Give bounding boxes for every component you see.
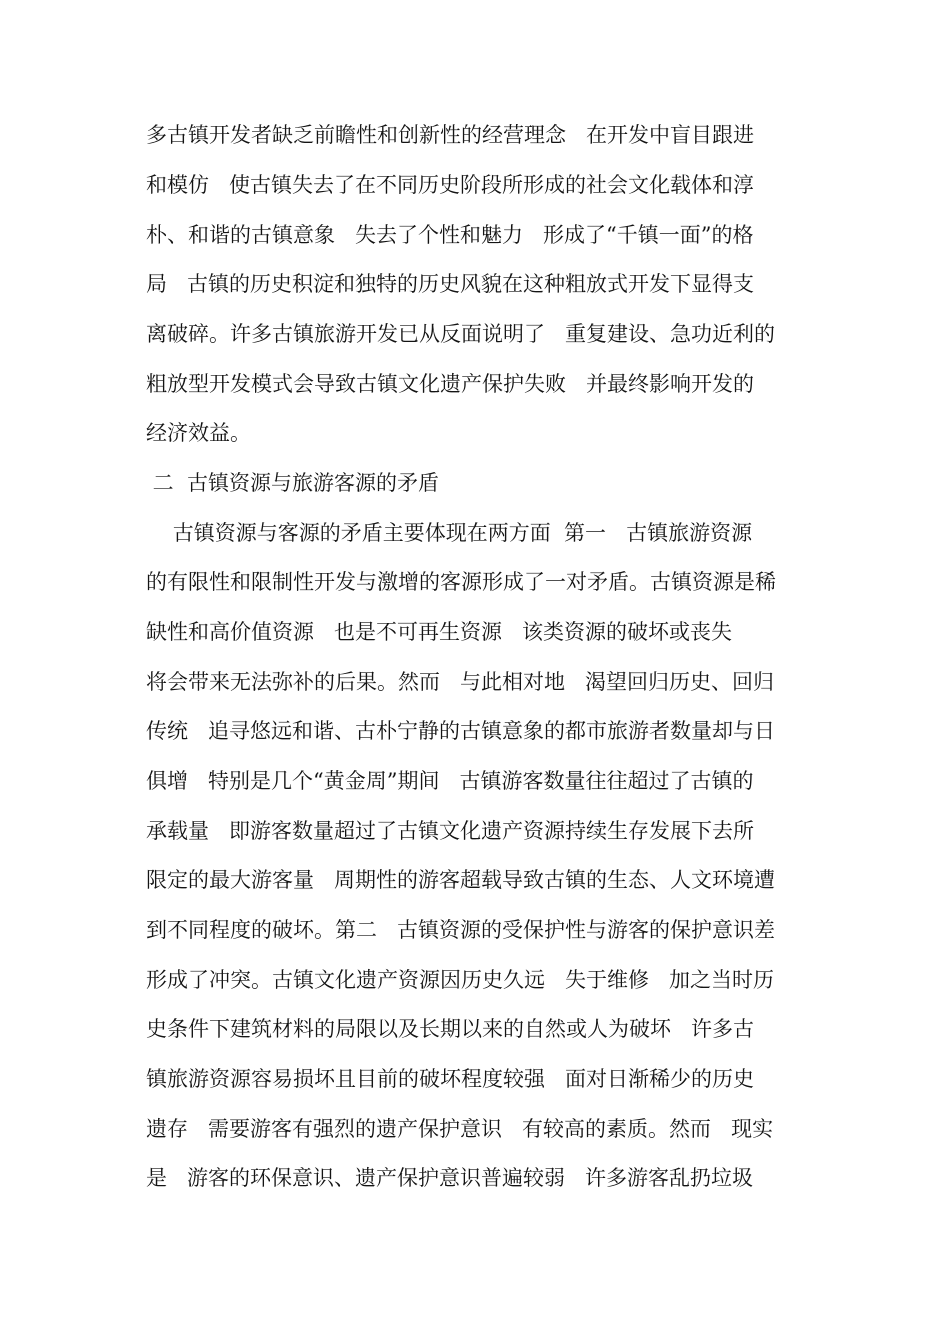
text-line: 多古镇开发者缺乏前瞻性和创新性的经营理念 在开发中盲目跟进 xyxy=(146,123,755,147)
text-line: 经济效益。 xyxy=(146,421,251,445)
text-line: 朴、和谐的古镇意象 失去了个性和魅力 形成了“千镇一面”的格 xyxy=(146,223,754,247)
section-heading: 二 古镇资源与旅游客源的矛盾 xyxy=(146,471,440,495)
text-line: 的有限性和限制性开发与激增的客源形成了一对矛盾。古镇资源是稀 xyxy=(146,570,776,594)
text-line: 史条件下建筑材料的局限以及长期以来的自然或人为破坏 许多古 xyxy=(146,1017,755,1041)
text-line: 是 游客的环保意识、遗产保护意识普遍较弱 许多游客乱扔垃圾 xyxy=(146,1166,754,1190)
text-line: 局 古镇的历史积淀和独特的历史风貌在这种粗放式开发下显得支 xyxy=(146,272,755,296)
text-line: 限定的最大游客量 周期性的游客超载导致古镇的生态、人文环境遭 xyxy=(146,868,776,892)
text-line: 形成了冲突。古镇文化遗产资源因历史久远 失于维修 加之当时历 xyxy=(146,968,775,992)
text-line: 和模仿 使古镇失去了在不同历史阶段所形成的社会文化载体和淳 xyxy=(146,173,755,197)
text-line: 缺性和高价值资源 也是不可再生资源 该类资源的破坏或丧失 xyxy=(146,620,733,644)
text-line: 承载量 即游客数量超过了古镇文化遗产资源持续生存发展下去所 xyxy=(146,819,755,843)
text-line: 古镇资源与客源的矛盾主要体现在两方面 第一 古镇旅游资源 xyxy=(146,521,753,545)
text-line: 俱增 特别是几个“黄金周”期间 古镇游客数量往往超过了古镇的 xyxy=(146,769,754,793)
text-line: 粗放型开发模式会导致古镇文化遗产保护失败 并最终影响开发的 xyxy=(146,372,755,396)
text-line: 离破碎。许多古镇旅游开发已从反面说明了 重复建设、急功近利的 xyxy=(146,322,776,346)
text-line: 到不同程度的破坏。第二 古镇资源的受保护性与游客的保护意识差 xyxy=(146,918,776,942)
text-line: 镇旅游资源容易损坏且目前的破坏程度较强 面对日渐稀少的历史 xyxy=(146,1067,755,1091)
text-line: 传统 追寻悠远和谐、古朴宁静的古镇意象的都市旅游者数量却与日 xyxy=(146,719,776,743)
text-line: 遗存 需要游客有强烈的遗产保护意识 有较高的素质。然而 现实 xyxy=(146,1117,774,1141)
text-line: 将会带来无法弥补的后果。然而 与此相对地 渴望回归历史、回归 xyxy=(146,670,775,694)
